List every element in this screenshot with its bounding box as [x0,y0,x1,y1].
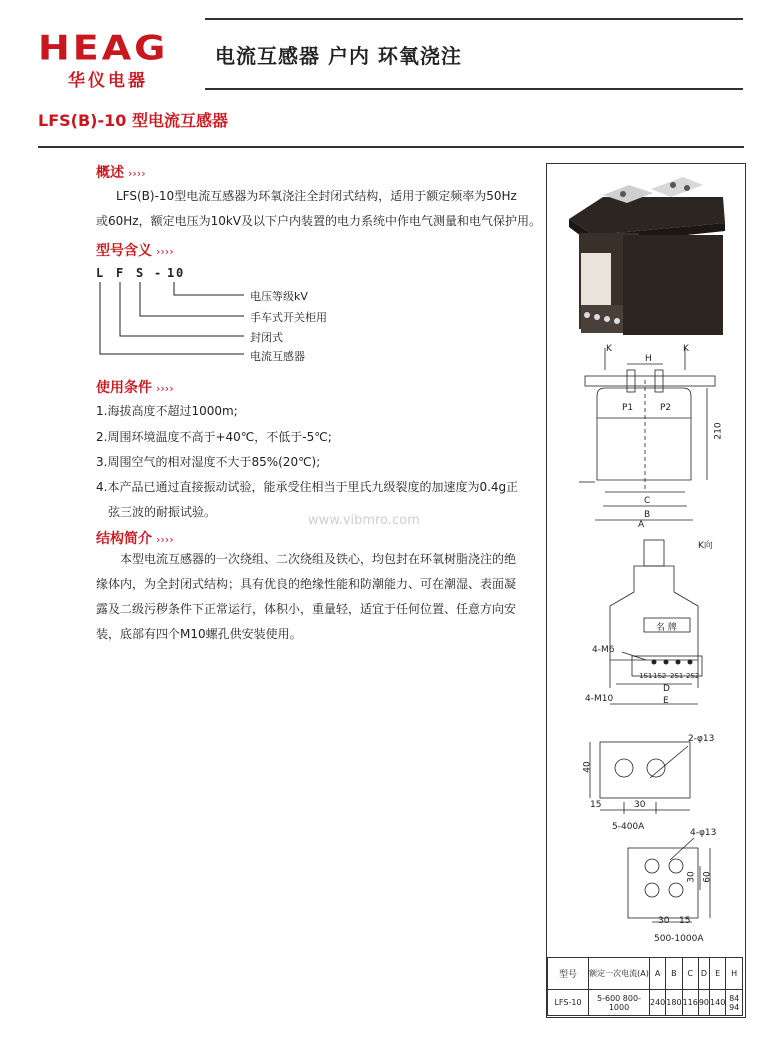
table-header-cell: 型号 [548,958,589,990]
label-4-m10: 4-M10 [585,694,614,704]
label-5-400a: 5-400A [612,822,645,832]
terminal-1s2: 1S2 [653,672,667,680]
model-section [96,240,174,260]
terminal-1s1: 1S1 [639,672,653,680]
nameplate-label: 名 牌 [656,623,677,633]
dim-b: B [644,510,651,520]
dim-30: 30 [634,800,646,810]
brand-logo-subtitle: 华仪电器 [68,71,148,91]
table-header-cell: H [726,958,743,990]
k-view-label: K向 [698,541,713,551]
dim-40: 40 [582,761,593,773]
dim-d: D [663,684,670,694]
label-p1: P1 [622,403,634,413]
overview-section [96,162,146,182]
header-rule-top [205,18,743,20]
page-title: LFS(B)-10 型电流互感器 [38,111,228,130]
condition-item: 3.周围空气的相对湿度不大于85%(20℃); [96,455,321,469]
title-rule [38,146,744,148]
dim-c: C [644,496,651,506]
table-row [548,990,743,1016]
table-header-cell: A [650,958,666,990]
table-cell: 240 [650,990,666,1016]
overview-line-1: LFS(B)-10型电流互感器为环氧浇注全封闭式结构，适用于额定频率为50Hz [116,189,517,203]
structure-line: 装，底部有四个M10螺孔供安装使用。 [96,627,302,641]
condition-item: 4.本产品已通过直接振动试验，能承受住相当于里氏九级裂度的加速度为0.4g正 [96,480,519,494]
table-cell: 116 [682,990,698,1016]
dim-h: H [645,354,652,364]
structure-line: 本型电流互感器的一次绕组、二次绕组及铁心，均包封在环氧树脂浇注的绝 [120,552,517,566]
header-rule-bottom [205,88,743,90]
overview-line-2: 或60Hz，额定电压为10kV及以下户内装置的电力系统中作电气测量和电气保护用。 [96,214,542,228]
dim-15: 15 [590,800,602,810]
dim-k-left: K [606,344,612,354]
table-header-cell: C [682,958,698,990]
terminal-2s2: 2S2 [686,672,700,680]
chevrons-icon: ›››› [156,245,174,258]
model-label-voltage: 电压等级kV [250,290,308,303]
structure-line: 缘体内，为全封闭式结构；具有优良的绝缘性能和防潮能力、可在潮湿、表面凝 [96,577,517,591]
overview-heading: 概述 [96,165,124,181]
table-cell: 180 [666,990,682,1016]
terminal-2s1: 2S1 [670,672,684,680]
chevrons-icon: ›››› [156,533,174,546]
condition-item: 2.周围环境温度不高于+40℃，不低于-5℃; [96,430,332,444]
plate-5-400a-drawing [580,732,740,822]
dim-60: 60 [702,871,713,883]
product-photo [563,175,731,345]
dim-k-right: K [683,344,689,354]
label-4-m6: 4-M6 [592,645,615,655]
dim-30-horizontal: 30 [658,916,670,926]
dim-a: A [638,520,645,530]
table-cell: 140 [710,990,726,1016]
dim-15-horizontal: 15 [679,916,691,926]
table-header-cell: 额定一次电流(A) [589,958,650,990]
table-header-cell: B [666,958,682,990]
dim-e: E [663,696,669,706]
brand-logo: HEAG [38,28,169,68]
table-header-row [548,958,743,990]
model-heading: 型号含义 [96,243,152,259]
model-label-enclosed: 封闭式 [250,331,283,344]
conditions-section [96,377,174,397]
table-header-cell: D [698,958,709,990]
condition-item: 弦三波的耐振试验。 [108,505,217,519]
condition-item: 1.海拔高度不超过1000m; [96,404,238,418]
front-view-drawing [575,340,740,540]
table-cell: 5-600 800-1000 [589,990,650,1016]
table-cell: 90 [698,990,709,1016]
label-2-holes: 2-φ13 [688,734,715,744]
conditions-heading: 使用条件 [96,380,152,396]
model-label-ct: 电流互感器 [250,350,305,363]
table-cell: 84 94 [726,990,743,1016]
label-p2: P2 [660,403,672,413]
header-title: 电流互感器 户内 环氧浇注 [215,44,462,68]
structure-section [96,528,174,548]
structure-line: 露及二级污秽条件下正常运行，体积小，重量轻，适宜于任何位置、任意方向安 [96,602,517,616]
watermark: www.vibmro.com [308,513,420,528]
model-code-leaders [96,282,246,362]
structure-heading: 结构简介 [96,531,152,547]
dim-30-vertical: 30 [686,871,697,883]
table-cell: LFS-10 [548,990,589,1016]
label-4-holes: 4-φ13 [690,828,717,838]
model-label-trolley: 手车式开关柜用 [250,311,327,324]
table-header-cell: E [710,958,726,990]
spec-table [547,957,743,1016]
chevrons-icon: ›››› [128,167,146,180]
chevrons-icon: ›››› [156,382,174,395]
label-500-1000a: 500-1000A [654,934,704,944]
dim-210: 210 [713,422,724,440]
plate-500-1000a-drawing [610,830,740,930]
